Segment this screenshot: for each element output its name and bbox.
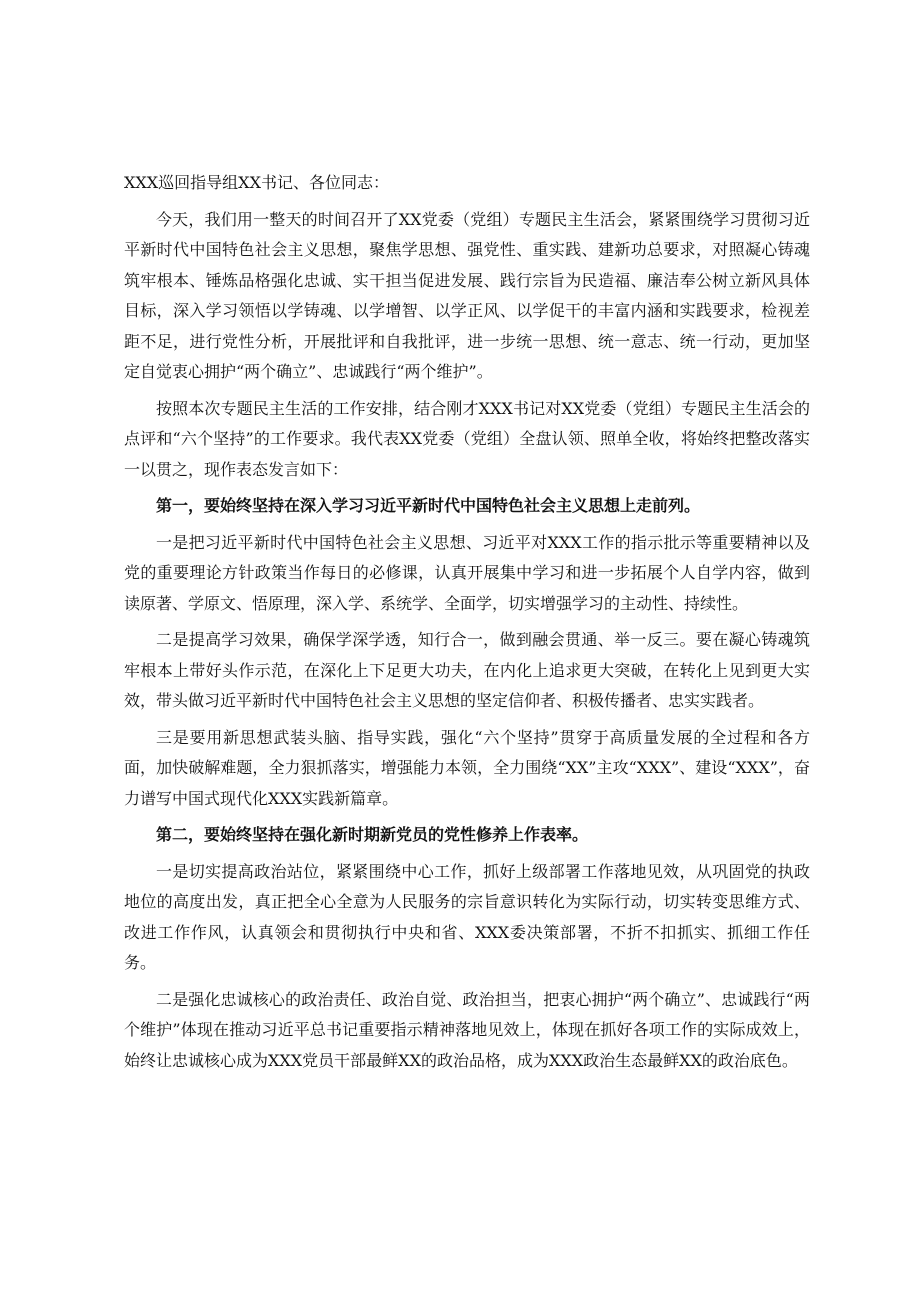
paragraph-second-point-one: 一是切实提高政治站位，紧紧围绕中心工作，抓好上级部署工作落地见效，从巩固党的执政地位的高度出发，真正把全心全意为人民服务的宗旨意识转化为实际行动，切实转变思维方式、改进工作作风，认真领会和贯彻执行中央和省、XXX委决策部署，不折不扣抓实、抓细工作任务。 (124, 861, 810, 972)
document-page (124, 168, 810, 1082)
paragraph-second-point-two: 二是强化忠诚核心的政治责任、政治自觉、政治担当，把衷心拥护“两个确立”、忠诚践行“两个维护”体现在推动习近平总书记重要指示精神落地见效上，体现在抓好各项工作的实际成效上，始终让忠诚核心成为XXX党员干部最鲜XX的政治品格，成为XXX政治生态最鲜XX的政治底色。 (124, 989, 810, 1070)
section-heading-first: 第一，要始终坚持在深入学习习近平新时代中国特色社会主义思想上走前列。 (156, 496, 701, 515)
paragraph-arrangement: 按照本次专题民主生活的工作安排，结合刚才XXX书记对XX党委（党组）专题民主生活会的点评和“六个坚持”的工作要求。我代表XX党委（党组）全盘认领、照单全收，将始终把整改落实一以贯之，现作表态发言如下： (124, 398, 810, 479)
section-heading-second: 第二，要始终坚持在强化新时期新党员的党性修养上作表率。 (156, 825, 589, 844)
paragraph-first-point-three: 三是要用新思想武装头脑、指导实践，强化“六个坚持”贯穿于高质量发展的全过程和各方面，加快破解难题，全力狠抓落实，增强能力本领，全力围绕“XX”主攻“XXX”、建设“XXX”，奋力谱写中国式现代化XXX实践新篇章。 (124, 727, 810, 808)
paragraph-opening: 今天，我们用一整天的时间召开了XX党委（党组）专题民主生活会，紧紧围绕学习贯彻习近平新时代中国特色社会主义思想，聚焦学思想、强党性、重实践、建新功总要求，对照凝心铸魂筑牢根本、锤炼品格强化忠诚、实干担当促进发展、践行宗旨为民造福、廉洁奉公树立新风具体目标，深入学习领悟以学铸魂、以学增智、以学正风、以学促干的丰富内涵和实践要求，检视差距不足，进行党性分析，开展批评和自我批评，进一步统一思想、统一意志、统一行动，更加坚定自觉衷心拥护“两个确立”、忠诚践行“两个维护”。 (124, 209, 810, 381)
salutation: XXX巡回指导组XX书记、各位同志： (124, 173, 389, 192)
paragraph-first-point-one: 一是把习近平新时代中国特色社会主义思想、习近平对XXX工作的指示批示等重要精神以及党的重要理论方针政策当作每日的必修课，认真开展集中学习和进一步拓展个人自学内容，做到读原著、学原文、悟原理，深入学、系统学、全面学，切实增强学习的主动性、持续性。 (124, 532, 810, 613)
paragraph-first-point-two: 二是提高学习效果，确保学深学透，知行合一，做到融会贯通、举一反三。要在凝心铸魂筑牢根本上带好头作示范，在深化上下足更大功夫，在内化上追求更大突破，在转化上见到更大实效，带头做习近平新时代中国特色社会主义思想的坚定信仰者、积极传播者、忠实实践者。 (124, 630, 810, 710)
